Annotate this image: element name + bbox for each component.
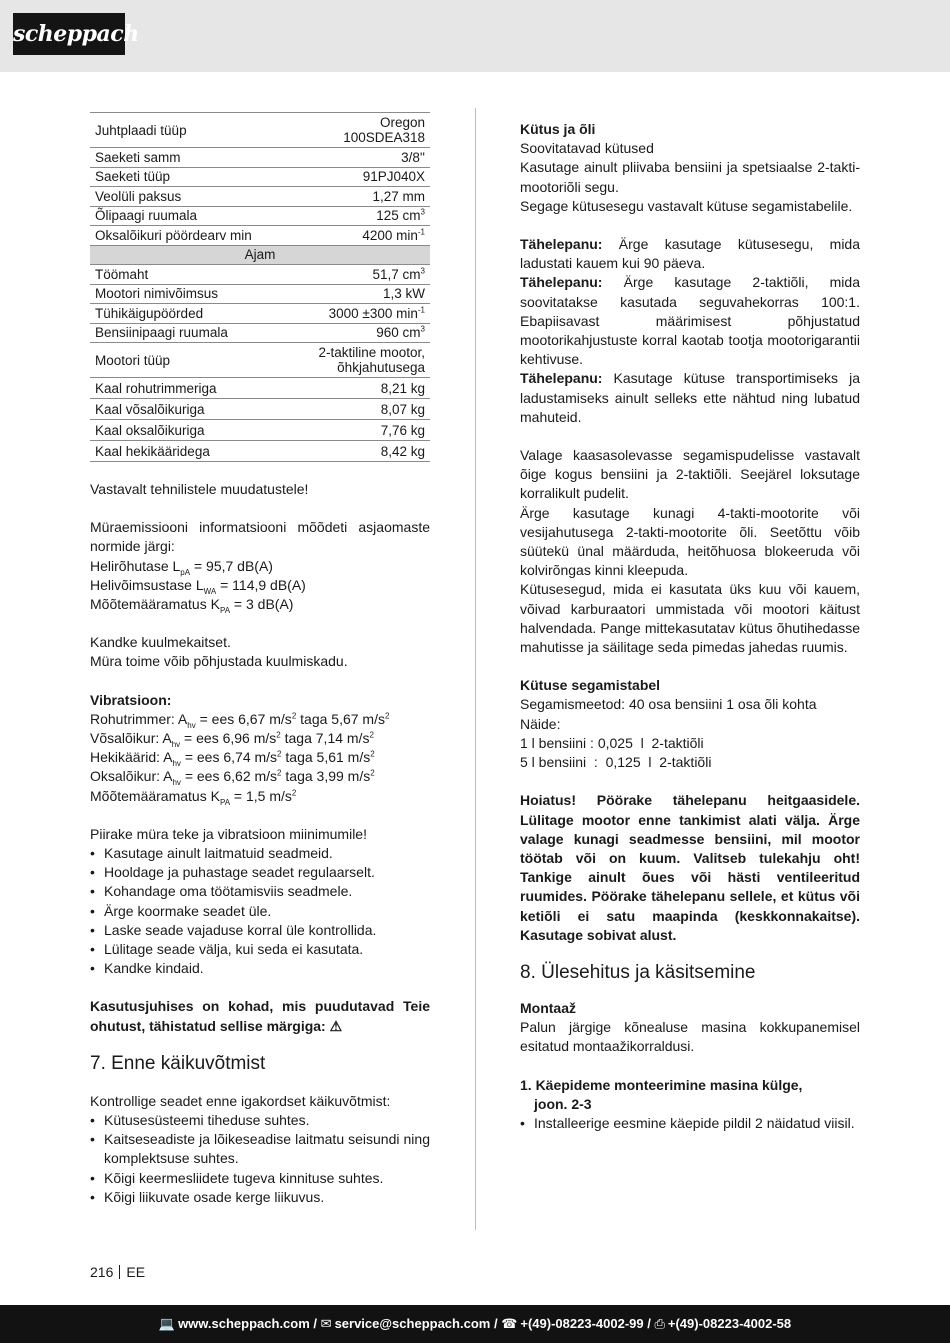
mixing-paragraph: Valage kaasasolevasse segamispudelisse vastavalt õige kogus bensiini ja 2-taktiõli. Seejärel loksutage korralikult pudelit. [520, 447, 860, 502]
spec-value: 8,42 kg [290, 441, 430, 462]
list-item: • Installeerige eesmine käepide pildil 2 näidatud viisil. [520, 1114, 860, 1133]
email-icon: ✉ [320, 1316, 332, 1331]
spec-value: 960 $cm^3$ [290, 323, 430, 343]
website-link[interactable]: www.scheppach.com [178, 1316, 310, 1331]
spec-value: 2-taktiline mootor, õhkjahutusega [290, 343, 430, 378]
list-item: • Laske seade vajaduse korral üle kontrollida. [90, 921, 430, 940]
mix-example-line: 5 l bensiini : 0,125 l 2-taktiõli [520, 754, 712, 771]
table-row [90, 187, 430, 207]
spec-label: Kaal võsalõikuriga [90, 399, 290, 420]
language-code: EE [126, 1264, 146, 1280]
spec-value: 1,27 mm [290, 187, 430, 207]
montage-title: Montaaž [520, 999, 576, 1016]
spec-label: Mootori nimivõimsus [90, 284, 290, 304]
table-section-row [90, 245, 430, 265]
spec-value: 4200 $\min^{-1}$ [290, 226, 430, 246]
column-divider [475, 108, 476, 1230]
table-row [90, 265, 430, 285]
noise-kpa: Mõõtemääramatus $K_{PA} = 3$ dB(A) [90, 596, 294, 615]
attention-note: Tähelepanu: Ärge kasutage kütusesegu, mida ladustati kauem kui 90 päeva. [520, 236, 860, 272]
noise-lwa: Helivõimsustase $L_{WA} = 114,9$ dB(A) [90, 576, 306, 596]
hearing-protection: Kandke kuulmekaitset. [90, 634, 231, 651]
spec-value: 7,76 kg [290, 420, 430, 441]
list-item: • Kõigi liikuvate osade kerge liikuvus. [90, 1188, 430, 1207]
spec-value: 8,07 kg [290, 399, 430, 420]
spec-label: Juhtplaadi tüüp [90, 113, 290, 148]
vibration-line: Rohutrimmer: $A_{hv}$ = ees 6,67 $m/s^2$ taga 5,67 $m/s^2$ [90, 710, 390, 730]
fuel-paragraph: Kasutage ainult pliivaba bensiini ja spetsiaalse 2-takti-mootoriõli segu. [520, 159, 860, 195]
hearing-warning: Müra toime võib põhjustada kuulmiskadu. [90, 653, 348, 670]
phone-icon: ☎ [501, 1316, 518, 1331]
safety-note: Kasutusjuhises on kohad, mis puudutavad Teie ohutust, tähistatud sellise märgiga: ⚠ [90, 998, 430, 1034]
left-column [90, 112, 430, 1207]
oil-warning-paragraph: Ärge kasutage kunagi 4-takti-mootorite või vesijahutusega 2-takti-mootorite õli. Seetõttu võib süütekü ünal määrduda, heitõhuosa blokeeruda või kolvirõngas kinni kleepuda. [520, 504, 860, 579]
exhaust-warning: Hoiatus! Pöörake tähelepanu heitgaasidele. Lülitage mootor enne tankimist alati välja. Ärge valage kunagi seadmesse bensiini, mil mootor töötab või on kuum. Valitseb tulekahju oht! Tankige ainult õues või hästi ventileeritud ruumides. Pöörake tähelepanu sellele, et kütus või ketiõli ei satu maapinda (keskkonnakaitse). Kasutage sobivat alust. [520, 792, 860, 943]
table-row [90, 420, 430, 441]
left-text [90, 480, 430, 1207]
fax-number: +(49)-08223-4002-58 [667, 1316, 792, 1331]
attention-note: Tähelepanu: Ärge kasutage 2-taktiõli, mida soovitatakse kasutada seguvahekorras 100:1. Ebapiisavast määrimisest põhjustatud mootorikahjustuste korral kaotab tootja mootorigarantii kehtivuse. [520, 274, 860, 368]
phone-number: +(49)-08223-4002-99 [520, 1316, 644, 1331]
table-row [90, 113, 430, 148]
table-row [90, 378, 430, 399]
table-row [90, 284, 430, 304]
spec-label: Oksalõikuri pöördearv min [90, 226, 290, 246]
email-link[interactable]: service@scheppach.com [334, 1316, 491, 1331]
fax-icon: ⎙ [654, 1316, 665, 1331]
step-heading-figure: joon. 2-3 [534, 1095, 592, 1112]
minimize-list [90, 844, 430, 978]
spec-value: 3000 ±300 $\min^{-1}$ [290, 304, 430, 324]
table-row [90, 399, 430, 420]
spec-value: 8,21 kg [290, 378, 430, 399]
spec-value: 125 $cm^3$ [290, 206, 430, 226]
section-heading-7: 7. Enne käikuvõtmist [90, 1052, 266, 1074]
contact-footer: 💻 www.scheppach.com / ✉ service@scheppach.com / ☎ +(49)-08223-4002-99 / ⎙ +(49)-08223-4002-58 [0, 1305, 950, 1343]
spec-label: Mootori tüüp [90, 343, 290, 378]
list-item: • Ärge koormake seadet üle. [90, 902, 430, 921]
check-list [90, 1111, 430, 1207]
table-row [90, 441, 430, 462]
spec-label: Kaal hekikääridega [90, 441, 290, 462]
minimize-note: Piirake müra teke ja vibratsioon miinimumile! [90, 825, 367, 842]
page-number-block [90, 1264, 145, 1280]
vibration-uncertainty: Mõõtemääramatus $K_{PA} = 1,5$ $m/s^2$ [90, 787, 297, 807]
table-row [90, 343, 430, 378]
header-bar [0, 0, 950, 72]
spec-label: Õlipaagi ruumala [90, 206, 290, 226]
spec-label: Kaal oksalõikuriga [90, 420, 290, 441]
mix-example-line: 1 l bensiini : 0,025 l 2-taktiõli [520, 734, 704, 751]
list-item: • Kaitseseadiste ja lõikeseadise laitmatu seisundi ning komplektsuse suhtes. [90, 1130, 430, 1168]
section-heading-8: 8. Ülesehitus ja käsitsemine [520, 961, 756, 983]
montage-paragraph: Palun järgige kõnealuse masina kokkupanemisel esitatud montaažikorraldusi. [520, 1019, 860, 1055]
vibration-line: Oksalõikur: $A_{hv}$ = ees 6,62 $m/s^2$ taga 3,99 $m/s^2$ [90, 768, 375, 788]
spec-table [90, 112, 430, 462]
table-row [90, 323, 430, 343]
vibration-title: Vibratsioon: [90, 691, 172, 708]
spec-label: Saeketi samm [90, 148, 290, 168]
spec-value: Oregon 100SDEA318 [290, 113, 430, 148]
mix-table-title: Kütuse segamistabel [520, 677, 661, 694]
table-row [90, 167, 430, 187]
mix-example-label: Näide: [520, 715, 561, 732]
noise-intro: Müraemissiooni informatsiooni mõõdeti asjaomaste normide järgi: [90, 519, 430, 555]
spec-value: 91PJ040X [290, 167, 430, 187]
spec-label: Tühikäigupöörded [90, 304, 290, 324]
mix-method: Segamismeetod: 40 osa bensiini 1 osa õli kohta [520, 696, 817, 713]
spec-label: Saeketi tüüp [90, 167, 290, 187]
computer-icon: 💻 [158, 1316, 176, 1331]
table-row [90, 206, 430, 226]
spec-label: Töömaht [90, 265, 290, 285]
list-item: • Kütusesüsteemi tiheduse suhtes. [90, 1111, 430, 1130]
attention-note: Tähelepanu: Kasutage kütuse transportimiseks ja ladustamiseks ainult selleks ette nähtud ning lubatud mahuteid. [520, 370, 860, 425]
list-item: • Kandke kindaid. [90, 959, 430, 978]
step-list [520, 1114, 860, 1133]
table-row [90, 304, 430, 324]
fuel-paragraph: Segage kütusesegu vastavalt kütuse segamistabelile. [520, 197, 853, 214]
storage-paragraph: Kütusesegud, mida ei kasutata üks kuu või kauem, võivad karburaatori ummistada või mootori käitust halvendada. Pange mittekasutatav kütus õhutihedasse mahutisse ja säilitage seda pimedas jahedas ruumis. [520, 581, 860, 656]
list-item: • Kasutage ainult laitmatuid seadmeid. [90, 844, 430, 863]
list-item: • Kohandage oma töötamisviis seadmele. [90, 882, 430, 901]
fuel-recommended: Soovitatavad kütused [520, 140, 654, 157]
tech-note: Vastavalt tehnilistele muudatustele! [90, 481, 309, 497]
list-item: • Hooldage ja puhastage seadet regulaarselt. [90, 863, 430, 882]
spec-label: Bensiinipaagi ruumala [90, 323, 290, 343]
table-row [90, 148, 430, 168]
spec-label: Kaal rohutrimmeriga [90, 378, 290, 399]
list-item: • Lülitage seade välja, kui seda ei kasutata. [90, 940, 430, 959]
vibration-line: Võsalõikur: $A_{hv}$ = ees 6,96 $m/s^2$ taga 7,14 $m/s^2$ [90, 730, 374, 749]
spec-section-title: Ajam [90, 245, 430, 265]
step-heading: 1. Käepideme monteerimine masina külge, [520, 1076, 803, 1093]
vibration-line: Hekikäärid: $A_{hv}$ = ees 6,74 $m/s^2$ taga 5,61 $m/s^2$ [90, 749, 375, 769]
noise-lpa: Helirõhutase $L_{pA} = 95,7$ dB(A) [90, 557, 273, 577]
spec-value: 1,3 kW [290, 284, 430, 304]
table-row [90, 226, 430, 246]
check-intro: Kontrollige seadet enne igakordset käikuvõtmist: [90, 1092, 391, 1109]
spec-label: Veolüli paksus [90, 187, 290, 207]
spec-value: 3/8'' [290, 148, 430, 168]
list-item: • Kõigi keermesliidete tugeva kinnituse suhtes. [90, 1169, 430, 1188]
brand-logo: scheppach [13, 13, 125, 55]
page-number: 216 [90, 1264, 114, 1280]
spec-value: 51,7 $cm^3$ [290, 265, 430, 285]
right-column [520, 120, 860, 1133]
fuel-title: Kütus ja õli [520, 121, 596, 137]
